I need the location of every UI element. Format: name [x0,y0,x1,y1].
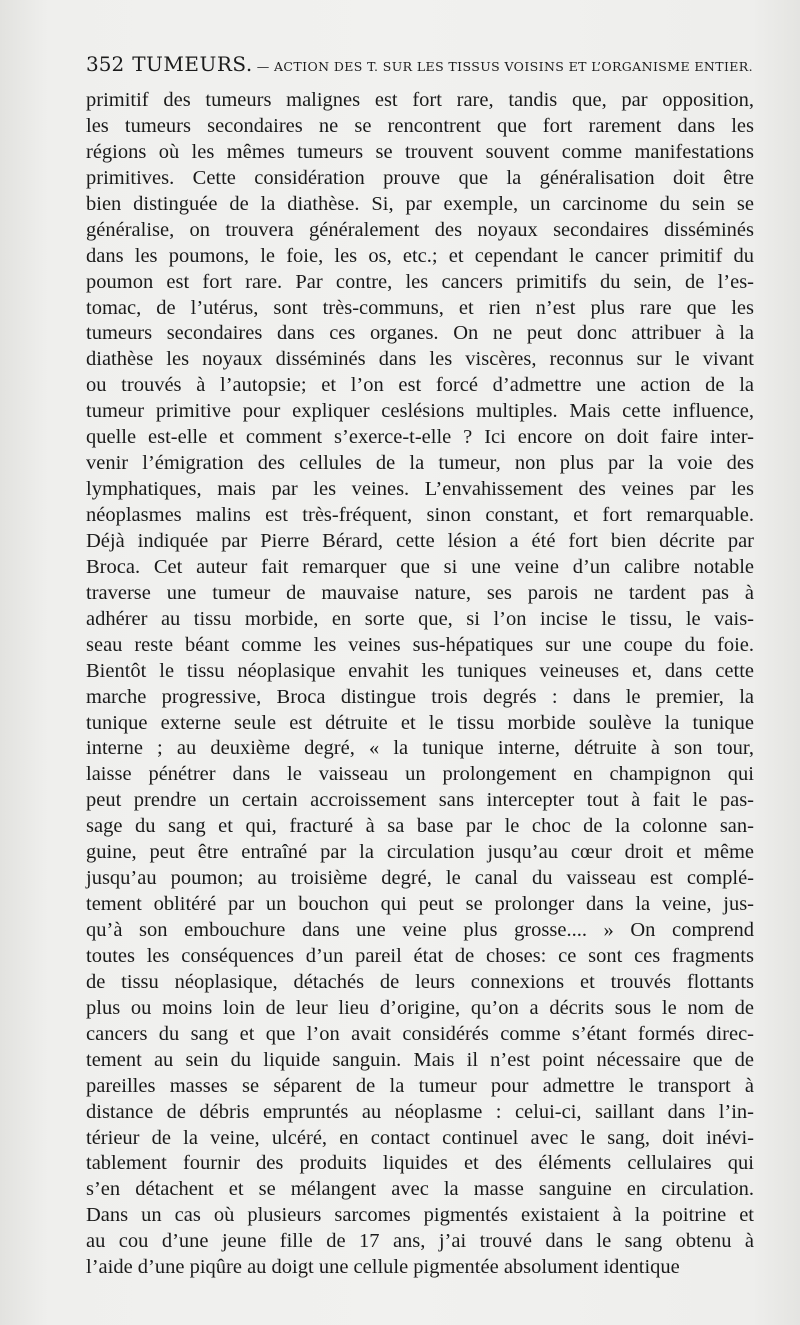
text-line: quelle est-elle et comment s’exerce-t-elle ? Ici encore on doit faire inter- [86,426,754,449]
body-text [86,88,754,1281]
running-title: TUMEURS. [132,52,253,76]
text-line: plus ou moins loin de leur lieu d’origine, qu’on a décrits sous le nom de [86,996,754,1019]
text-line: tomac, de l’utérus, sont très-communs, et rien n’est plus rare que les [86,296,754,319]
text-line: au cou d’une jeune fille de 17 ans, j’ai trouvé dans le sang obtenu à [86,1230,754,1253]
text-line: Broca. Cet auteur fait remarquer que si une veine d’un calibre notable [86,555,754,578]
text-line: tumeur primitive pour expliquer ceslésions multiples. Mais cette influence, [86,400,754,423]
text-line: s’en détachent et se mélangent avec la masse sanguine en circulation. [86,1178,754,1201]
text-line: interne ; au deuxième degré, « la tunique interne, détruite à son tour, [86,737,754,760]
text-line: venir l’émigration des cellules de la tumeur, non plus par la voie des [86,452,754,475]
text-line: tablement fournir des produits liquides et des éléments cellulaires qui [86,1152,754,1175]
text-line: traverse une tumeur de mauvaise nature, ses parois ne tardent pas à [86,581,754,604]
text-line: généralise, on trouvera généralement des noyaux secondaires disséminés [86,218,754,241]
text-line: primitives. Cette considération prouve que la généralisation doit être [86,166,754,189]
text-line: tement au sein du liquide sanguin. Mais il n’est point nécessaire que de [86,1048,754,1071]
text-line: cancers du sang et que l’on avait considérés comme s’étant formés direc- [86,1022,754,1045]
text-line: toutes les conséquences d’un pareil état de choses: ce sont ces fragments [86,944,754,967]
text-line: ou trouvés à l’autopsie; et l’on est forcé d’admettre une action de la [86,374,754,397]
text-line: de tissu néoplasique, détachés de leurs connexions et trouvés flottants [86,970,754,993]
text-line: Dans un cas où plusieurs sarcomes pigmentés existaient à la poitrine et [86,1204,754,1227]
text-line: marche progressive, Broca distingue trois degrés : dans le premier, la [86,685,754,708]
text-line: jusqu’au poumon; au troisième degré, le canal du vaisseau est complé- [86,867,754,890]
text-line: dans les poumons, le foie, les os, etc.; et cependant le cancer primitif du [86,244,754,267]
running-subtitle: — ACTION DES T. SUR LES TISSUS VOISINS ET L’ORGANISME ENTIER. [256,59,753,74]
text-line: peut prendre un certain accroissement sans intercepter tout à fait le pas- [86,789,754,812]
text-line: guine, peut être entraîné par la circulation jusqu’au cœur droit et même [86,841,754,864]
text-line: seau reste béant comme les veines sus-hépatiques sur une coupe du foie. [86,633,754,656]
text-line: bien distinguée de la diathèse. Si, par exemple, un carcinome du sein se [86,192,754,215]
text-line: Déjà indiquée par Pierre Bérard, cette lésion a été fort bien décrite par [86,529,754,552]
text-line: primitif des tumeurs malignes est fort rare, tandis que, par opposition, [86,89,754,111]
text-line: les tumeurs secondaires ne se rencontrent que fort rarement dans les [86,114,754,137]
text-line: tunique externe seule est détruite et le tissu morbide soulève la tunique [86,711,754,734]
text-line: distance de débris empruntés au néoplasme : celui-ci, saillant dans l’in- [86,1100,754,1123]
text-line: laisse pénétrer dans le vaisseau un prolongement en champignon qui [86,763,754,786]
text-line: pareilles masses se séparent de la tumeur pour admettre le transport à [86,1074,754,1097]
text-line: Bientôt le tissu néoplasique envahit les tuniques veineuses et, dans cette [86,659,754,682]
text-line: poumon est fort rare. Par contre, les cancers primitifs du sein, de l’es- [86,270,754,293]
text-line: régions où les mêmes tumeurs se trouvent souvent comme manifestations [86,140,754,163]
text-line: lymphatiques, mais par les veines. L’envahissement des veines par les [86,478,754,501]
text-line: néoplasmes malins est très-fréquent, sinon constant, et fort remarquable. [86,504,754,526]
page-number: 352 [86,52,125,76]
text-line: diathèse les noyaux disséminés dans les viscères, reconnus sur le vivant [86,348,754,371]
text-line: sage du sang et qui, fracturé à sa base par le choc de la colonne san- [86,815,754,838]
running-header [86,52,766,79]
text-line: térieur de la veine, ulcéré, en contact continuel avec le sang, doit inévi- [86,1126,754,1149]
text-line: tumeurs secondaires dans ces organes. On ne peut donc attribuer à la [86,322,754,345]
text-line: qu’à son embouchure dans une veine plus grosse.... » On comprend [86,919,754,941]
text-line: adhérer au tissu morbide, en sorte que, si l’on incise le tissu, le vais- [86,607,754,630]
text-line: tement oblitéré par un bouchon qui peut se prolonger dans la veine, jus- [86,893,754,916]
text-line: l’aide d’une piqûre au doigt une cellule pigmentée absolument identique [86,1256,680,1279]
